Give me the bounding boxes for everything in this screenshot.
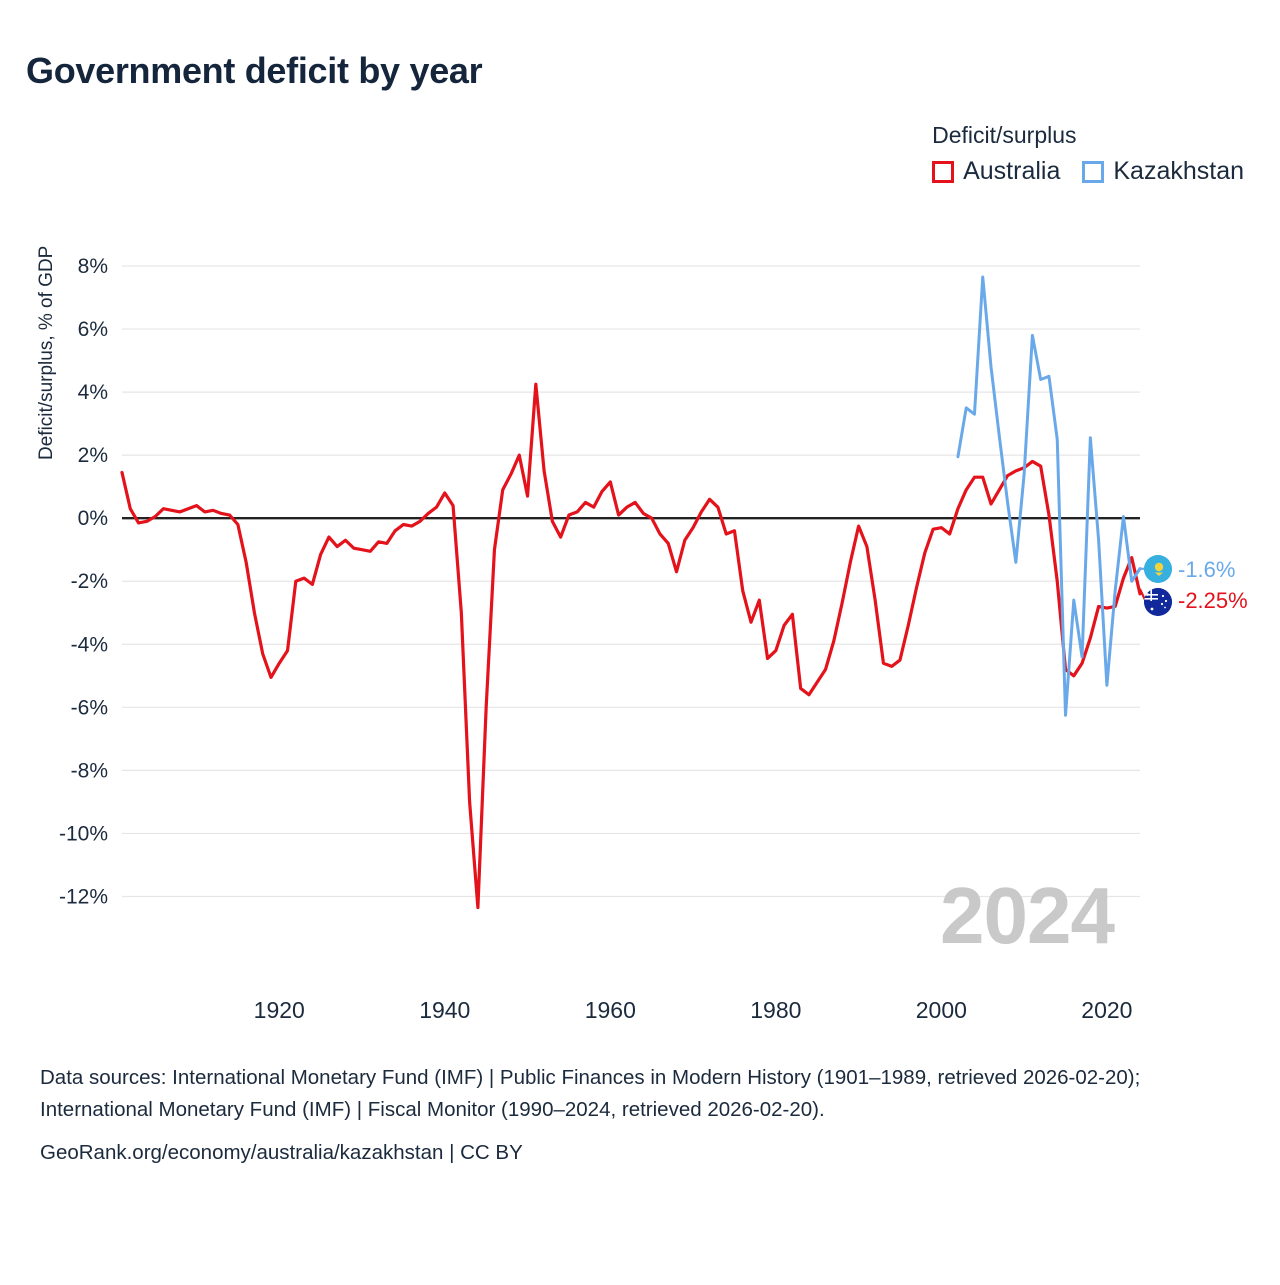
svg-text:2%: 2% bbox=[78, 444, 108, 467]
svg-text:-10%: -10% bbox=[59, 822, 108, 845]
svg-text:0%: 0% bbox=[78, 507, 108, 530]
svg-text:4%: 4% bbox=[78, 381, 108, 404]
svg-text:1940: 1940 bbox=[419, 997, 470, 1023]
legend-label-kazakhstan: Kazakhstan bbox=[1113, 157, 1244, 186]
legend-label-australia: Australia bbox=[963, 157, 1060, 186]
svg-text:1980: 1980 bbox=[750, 997, 801, 1023]
svg-text:6%: 6% bbox=[78, 318, 108, 341]
svg-text:-12%: -12% bbox=[59, 885, 108, 908]
kazakhstan-flag-icon bbox=[1144, 555, 1172, 583]
svg-text:-8%: -8% bbox=[71, 759, 108, 782]
footer-sources: Data sources: International Monetary Fund (IMF) | Public Finances in Modern History (1901–1989, retrieved 2026-02-20); International Monetary Fund (IMF) | Fiscal Monitor (1990–2024, retrieved 2026-02-20). bbox=[40, 1062, 1240, 1126]
svg-text:1960: 1960 bbox=[585, 997, 636, 1023]
svg-text:2000: 2000 bbox=[916, 997, 967, 1023]
kazakhstan-end-label: -1.6% bbox=[1178, 557, 1235, 583]
svg-text:-2%: -2% bbox=[71, 570, 108, 593]
y-axis-title: Deficit/surplus, % of GDP bbox=[36, 140, 58, 460]
year-watermark: 2024 bbox=[940, 870, 1114, 962]
legend-title: Deficit/surplus bbox=[932, 122, 1244, 149]
svg-text:-6%: -6% bbox=[71, 696, 108, 719]
svg-text:-4%: -4% bbox=[71, 633, 108, 656]
footer bbox=[40, 1062, 1240, 1189]
footer-link[interactable]: GeoRank.org/economy/australia/kazakhstan | CC BY bbox=[40, 1137, 1240, 1169]
australia-flag-icon bbox=[1144, 588, 1172, 616]
svg-text:1920: 1920 bbox=[254, 997, 305, 1023]
svg-text:2020: 2020 bbox=[1081, 997, 1132, 1023]
australia-end-label: -2.25% bbox=[1178, 588, 1248, 614]
svg-text:8%: 8% bbox=[78, 255, 108, 278]
page-title: Government deficit by year bbox=[26, 50, 482, 92]
